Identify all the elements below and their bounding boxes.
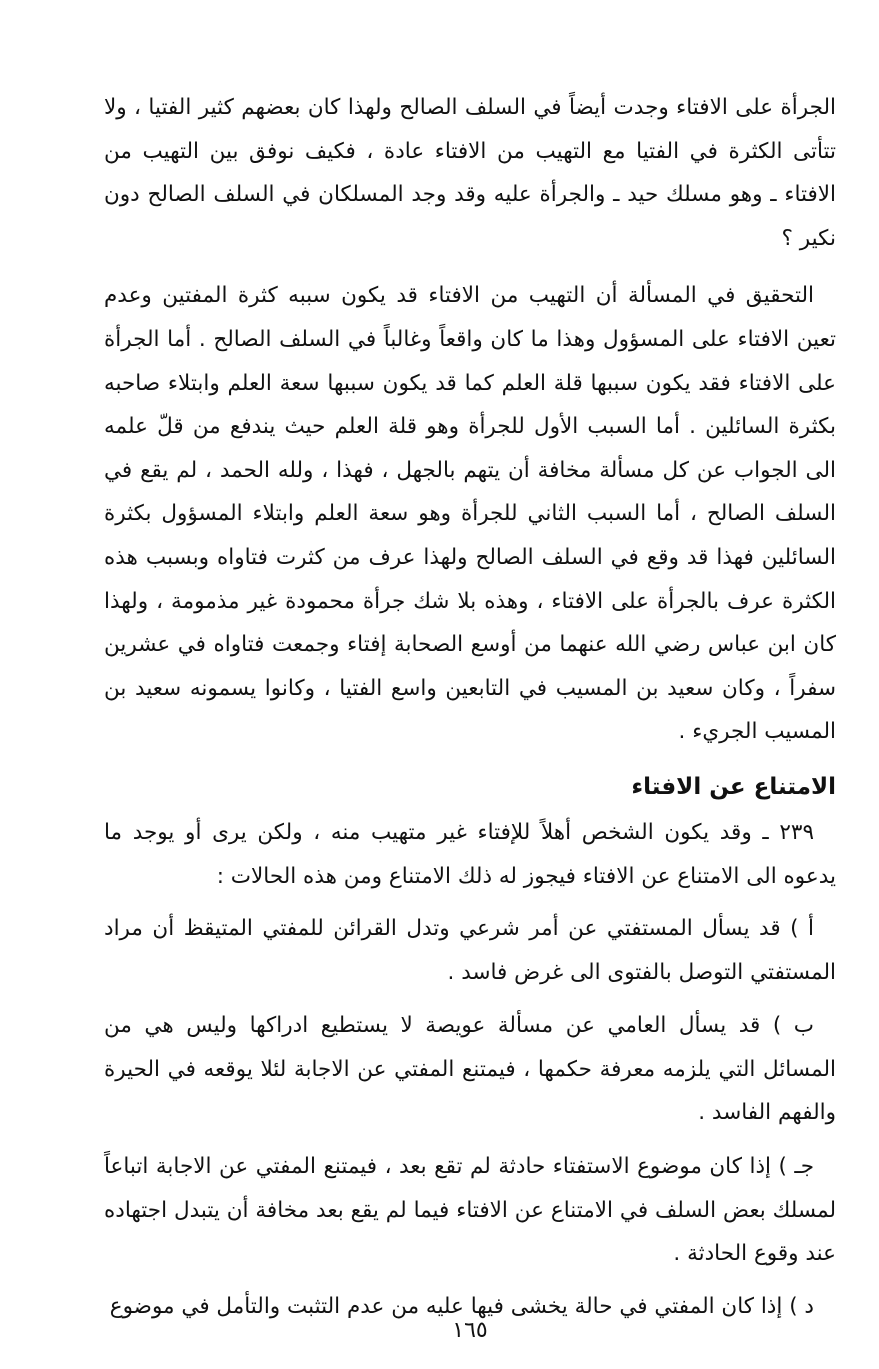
list-item-dal: د ) إذا كان المفتي في حالة يخشى فيها عليه من عدم التثبت والتأمل في موضوع [109, 1293, 814, 1319]
list-item-jim: جـ ) إذا كان موضوع الاستفتاء حادثة لم تقع بعد ، فيمتنع المفتي عن الاجابة اتباعاً لمسلك بعض السلف في الامتناع عن الافتاء فيما لم يقع بعد مخافة أن يتبدل اجتهاده عند وقوع الحادثة . [104, 1154, 836, 1267]
book-page [104, 86, 836, 1343]
paragraph-investigation: التحقيق في المسألة أن التهيب من الافتاء قد يكون سببه كثرة المفتين وعدم تعين الافتاء على المسؤول وهذا ما كان واقعاً وغالباً في السلف الصالح . أما الجرأة على الافتاء فقد يكون سببها قلة العلم كما قد يكون سببها سعة العلم وابتلاء صاحبه بكثرة السائلين . أما السبب الأول للجرأة وهو قلة العلم حيث يندفع من قلّ علمه الى الجواب عن كل مسألة مخافة أن يتهم بالجهل ، فهذا ، ولله الحمد ، لم يقع في السلف الصالح ، أما السبب الثاني للجرأة وهو سعة العلم وابتلاء المسؤول بكثرة السائلين فهذا قد وقع في السلف الصالح ولهذا عرف من كثرت فتاواه وبسبب هذه الكثرة عرف بالجرأة على الافتاء ، وهذه بلا شك جرأة محمودة غير مذمومة ، ولهذا كان ابن عباس رضي الله عنهما من أوسع الصحابة إفتاء وجمعت فتاواه في عشرين سفراً ، وكان سعيد بن المسيب في التابعين واسع الفتيا ، وكانوا يسمونه سعيد بن المسيب الجريء . [104, 283, 836, 745]
paragraph-intro-boldness: الجرأة على الافتاء وجدت أيضاً في السلف الصالح ولهذا كان بعضهم كثير الفتيا ، ولا تتأتى الكثرة في الفتيا مع التهيب من الافتاء عادة ، فكيف نوفق بين التهيب من الافتاء ـ وهو مسلك حيد ـ والجرأة عليه وقد وجد المسلكان في السلف الصالح دون نكير ؟ [104, 95, 836, 251]
list-item-alif: أ ) قد يسأل المستفتي عن أمر شرعي وتدل القرائن للمفتي المتيقظ أن مراد المستفتي التوصل بالفتوى الى غرض فاسد . [104, 916, 836, 985]
list-item-ba: ب ) قد يسأل العامي عن مسألة عويصة لا يستطيع ادراكها وليس هي من المسائل التي يلزمه معرفة حكمها ، فيمتنع المفتي عن الاجابة لئلا يوقعه في الحيرة والفهم الفاسد . [104, 1013, 836, 1126]
page-number: ١٦٥ [452, 1318, 488, 1343]
paragraph-239: ٢٣٩ ـ وقد يكون الشخص أهلاً للإفتاء غير متهيب منه ، ولكن يرى أو يوجد ما يدعوه الى الامتناع عن الافتاء فيجوز له ذلك الامتناع ومن هذه الحالات : [104, 819, 836, 889]
section-heading: الامتناع عن الافتاء [631, 773, 836, 800]
